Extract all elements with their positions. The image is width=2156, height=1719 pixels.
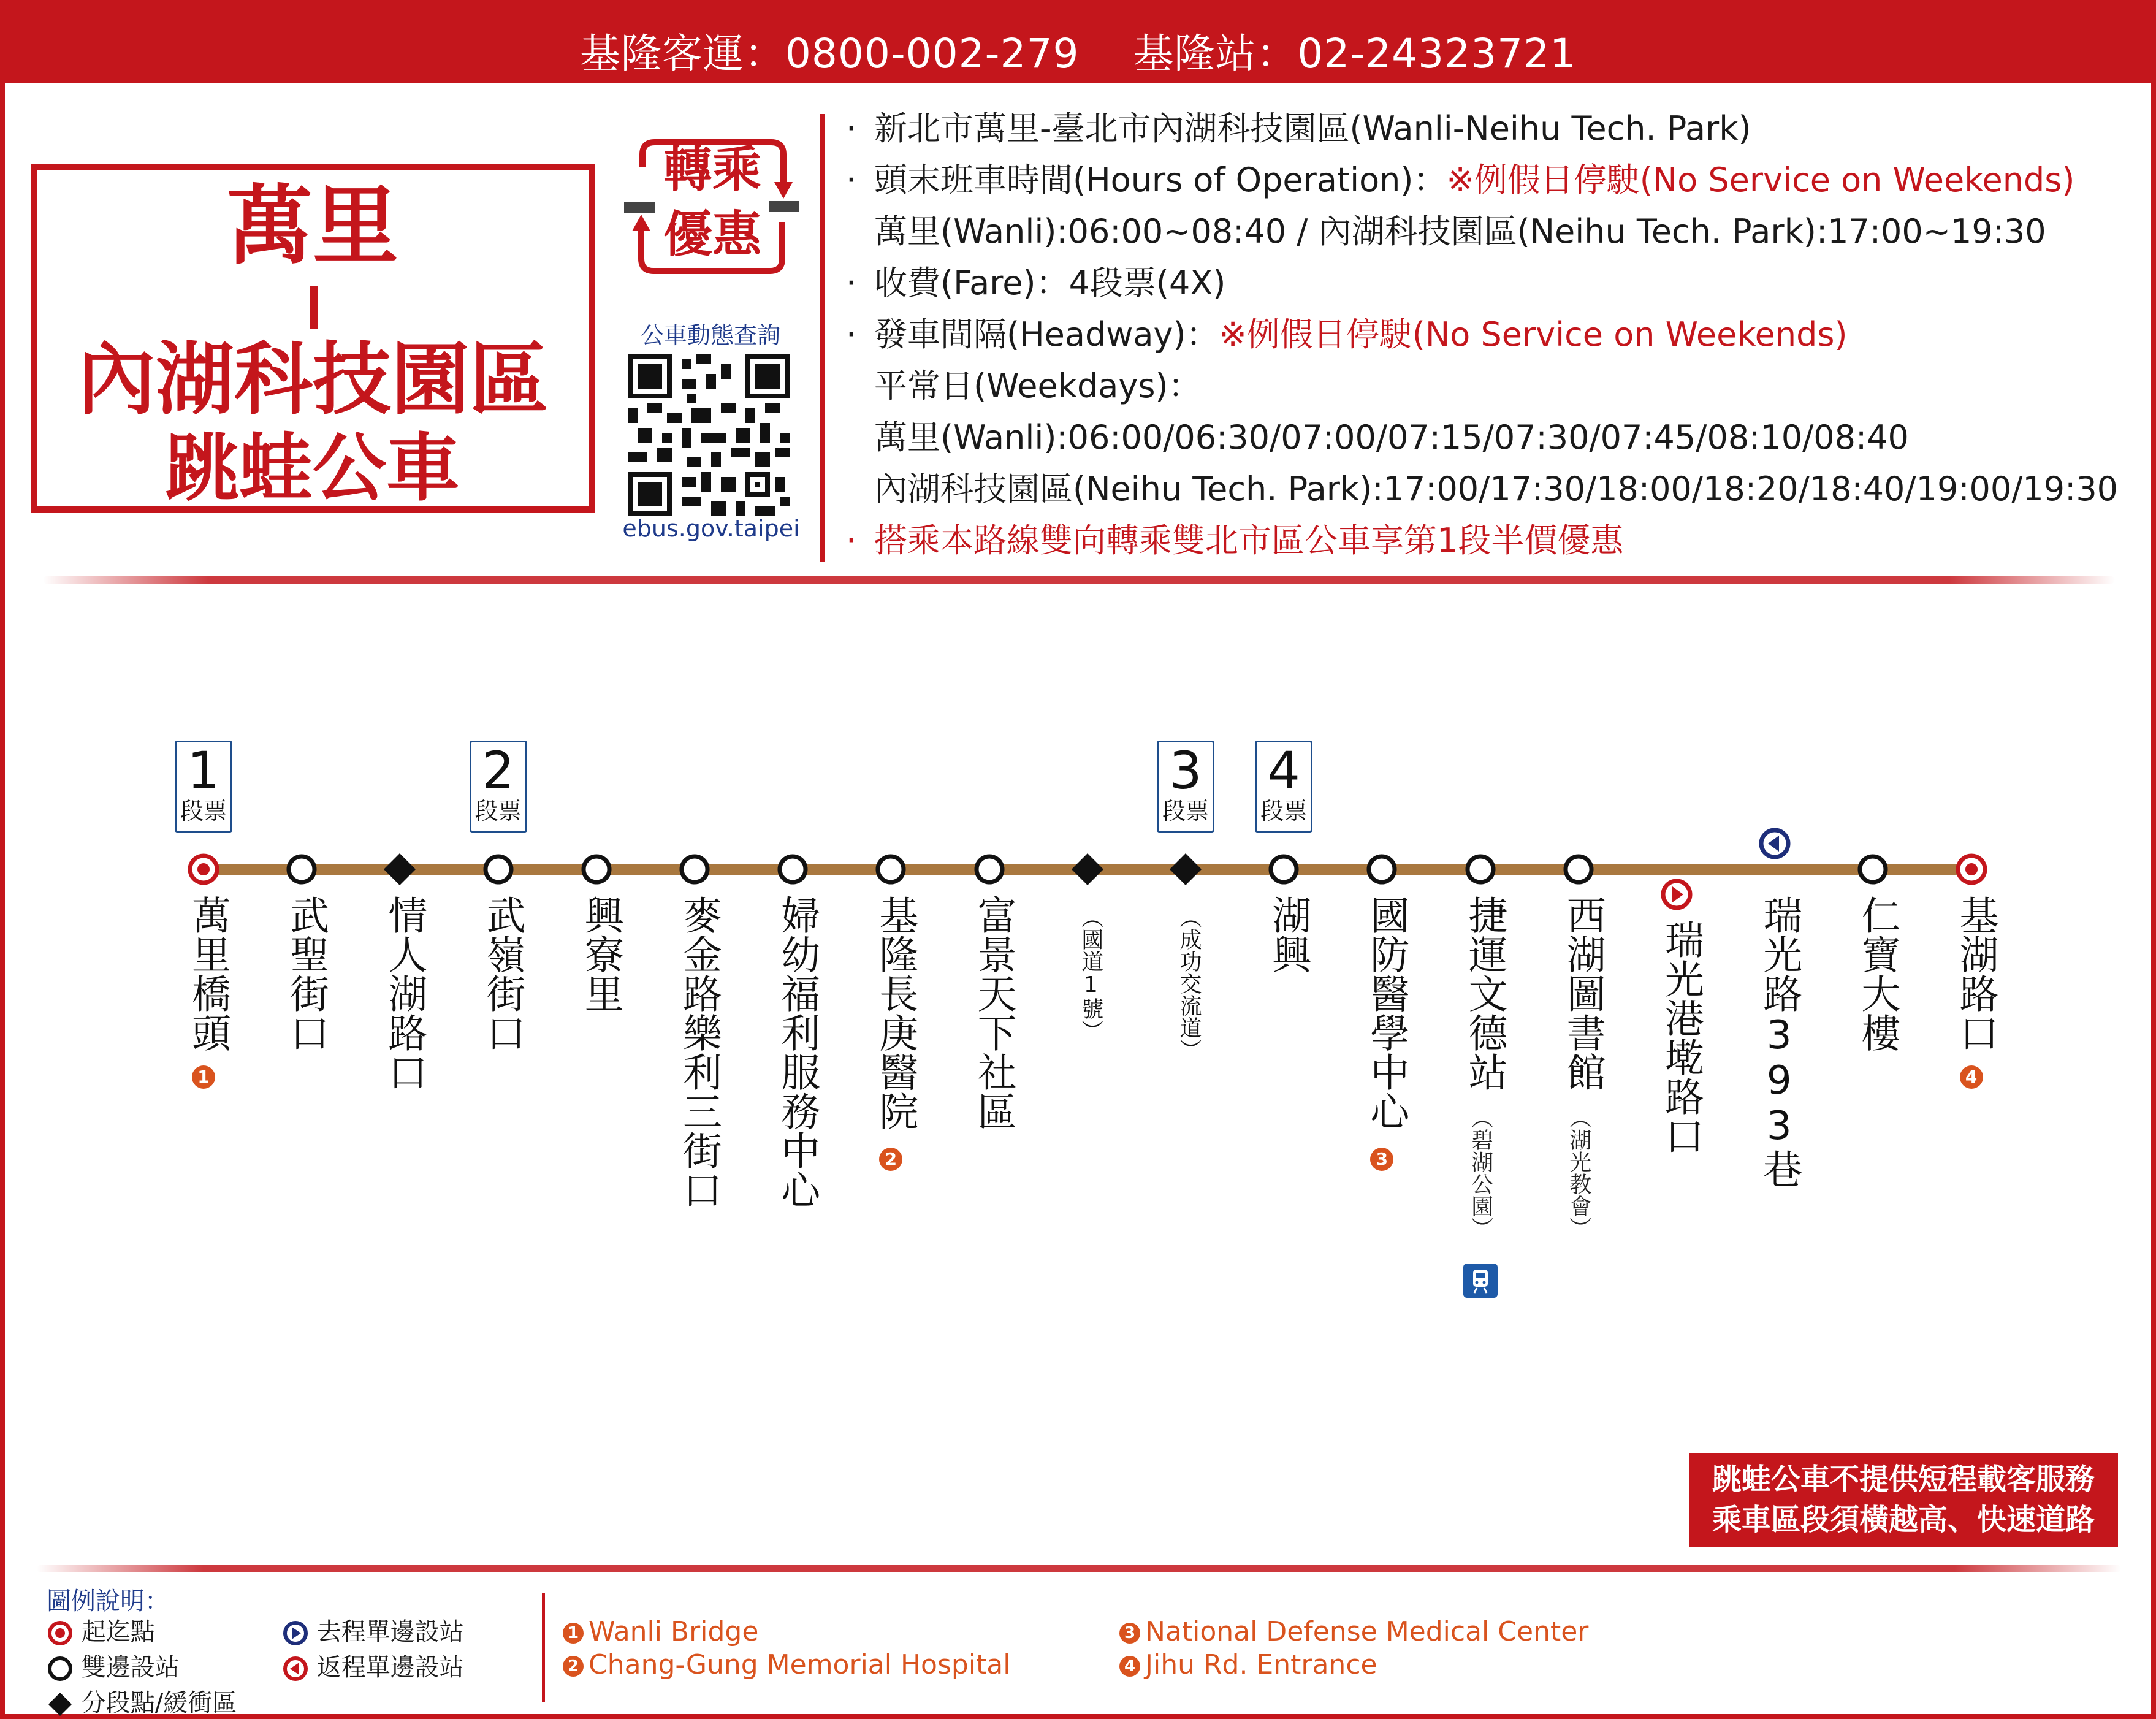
landmark-badge-3: 3 bbox=[1370, 1148, 1393, 1171]
title-connector bbox=[310, 286, 318, 329]
stop-marker-section-icon[interactable] bbox=[1167, 850, 1205, 888]
info-route-text: 新北市萬里-臺北市內湖科技園區(Wanli-Neihu Tech. Park) bbox=[874, 109, 1751, 148]
fare-stage-number: 3 bbox=[1169, 741, 1202, 801]
section-point-icon bbox=[47, 1691, 74, 1718]
info-hours-detail-text: 萬里(Wanli):06:00~08:40 / 內湖科技園區(Neihu Tech. Park):17:00~19:30 bbox=[874, 212, 2046, 251]
stop-marker-graphic bbox=[1854, 850, 1892, 888]
notice-line1: 跳蛙公車不提供短程載客服務 bbox=[1712, 1462, 2095, 1496]
landmark-name-2: Chang-Gung Memorial Hospital bbox=[589, 1649, 1011, 1680]
route-info bbox=[846, 103, 2133, 566]
terminal-stop-icon bbox=[47, 1620, 74, 1647]
stop-name[interactable]: 富景天下社區 bbox=[970, 895, 1016, 1130]
stop-subtitle: （湖光教會） bbox=[1566, 1107, 1591, 1239]
fare-stage-2 bbox=[470, 741, 527, 833]
info-wanli-times-text: 萬里(Wanli):06:00/06:30/07:00/07:15/07:30/07:45/08:10/08:40 bbox=[874, 418, 1909, 457]
fare-stage-1 bbox=[175, 741, 232, 833]
fare-stage-label: 段票 bbox=[1162, 798, 1209, 825]
fare-stage-number: 1 bbox=[187, 741, 220, 801]
stop-marker-both-icon[interactable] bbox=[479, 850, 517, 888]
notice-line2: 乘車區段須橫越高、快速道路 bbox=[1712, 1503, 2095, 1537]
legend-return bbox=[282, 1648, 464, 1683]
stop-marker-graphic bbox=[1265, 850, 1303, 888]
stop-marker-both-icon[interactable] bbox=[1560, 850, 1598, 888]
info-fare-text: 收費(Fare)：4段票(4X) bbox=[874, 264, 1226, 302]
info-weekdays bbox=[846, 360, 2133, 412]
legend-section-label: 分段點/緩衝區 bbox=[81, 1689, 237, 1717]
landmark-badge-4: 4 bbox=[1960, 1065, 1983, 1089]
qr-code-icon bbox=[628, 354, 790, 516]
stop-marker-graphic bbox=[1560, 850, 1598, 888]
info-hours: · 頭末班車時間(Hours of Operation)：※例假日停駛(No Service on Weekends) bbox=[846, 161, 2075, 199]
landmark-badge-1: 1 bbox=[192, 1065, 215, 1089]
stop-marker-both-icon[interactable] bbox=[1363, 850, 1401, 888]
landmark-note-1 bbox=[563, 1616, 758, 1647]
fare-stage-number: 2 bbox=[481, 741, 515, 801]
stop-marker-graphic bbox=[676, 850, 714, 888]
stop-marker-graphic bbox=[283, 850, 321, 888]
landmark-badge-3: 3 bbox=[1119, 1623, 1140, 1644]
legend-section bbox=[47, 1683, 237, 1718]
stop-marker-section-icon[interactable] bbox=[381, 850, 419, 888]
stop-subtitle: （碧湖公園） bbox=[1468, 1107, 1493, 1239]
info-neihu-times-text: 內湖科技園區(Neihu Tech. Park):17:00/17:30/18:00/18:20/18:40/19:00/19:30 bbox=[874, 470, 2119, 508]
stop-marker-both-icon[interactable] bbox=[1265, 850, 1303, 888]
stop-marker-graphic bbox=[1461, 850, 1499, 888]
landmark-badge-2: 2 bbox=[563, 1656, 584, 1677]
info-transfer-offer: · 搭乘本路線雙向轉乘雙北市區公車享第1段半價優惠 bbox=[846, 521, 1624, 560]
fare-stage-3 bbox=[1157, 741, 1214, 833]
landmark-note-3 bbox=[1119, 1616, 1588, 1647]
both-sides-stop-icon bbox=[47, 1655, 74, 1682]
info-neihu-times bbox=[846, 463, 2133, 515]
landmark-name-4: Jihu Rd. Entrance bbox=[1145, 1649, 1377, 1680]
transfer-badge-line2: 優惠 bbox=[663, 206, 761, 263]
legend-outbound bbox=[282, 1612, 464, 1647]
stop-name[interactable]: 情人湖路口 bbox=[381, 895, 427, 1091]
stop-marker-graphic bbox=[1167, 850, 1205, 888]
legend-outbound-label: 去程單邊設站 bbox=[316, 1618, 464, 1646]
qr-url[interactable]: ebus.gov.taipei bbox=[622, 515, 800, 542]
transfer-badge-line1: 轉乘 bbox=[663, 141, 761, 198]
metro-station-icon bbox=[1462, 1262, 1499, 1299]
route-type: 跳蛙公車 bbox=[166, 426, 460, 511]
stop-name[interactable]: 基湖路口 bbox=[1952, 895, 1998, 1052]
section-separator-bottom bbox=[37, 1565, 2121, 1572]
fare-stage-label: 段票 bbox=[474, 798, 522, 825]
info-headway: · 發車間隔(Headway)：※例假日停駛(No Service on Weekends) bbox=[846, 315, 1848, 354]
legend-title: 圖例說明： bbox=[47, 1587, 169, 1615]
notice-box bbox=[1689, 1453, 2118, 1547]
stop-name[interactable]: 國防醫學中心 bbox=[1363, 895, 1409, 1130]
stop-marker-both-icon[interactable] bbox=[872, 850, 910, 888]
stop-marker-graphic bbox=[1068, 850, 1107, 888]
landmark-note-4 bbox=[1119, 1649, 1377, 1680]
route-origin: 萬里 bbox=[226, 177, 398, 276]
legend-terminal bbox=[47, 1612, 155, 1647]
stop-marker-both-icon[interactable] bbox=[577, 850, 615, 888]
landmark-badge-2: 2 bbox=[879, 1148, 902, 1171]
landmark-badge-1: 1 bbox=[563, 1623, 584, 1644]
info-headway-note: ※例假日停駛(No Service on Weekends) bbox=[1219, 315, 1848, 354]
stop-name[interactable]: 基隆長庚醫院 bbox=[872, 895, 918, 1130]
stop-marker-graphic bbox=[479, 850, 517, 888]
contact-text: 基隆客運：0800-002-279 基隆站：02-24323721 bbox=[579, 30, 1577, 77]
fare-stage-label: 段票 bbox=[1260, 798, 1308, 825]
outbound-stop-icon bbox=[282, 1620, 309, 1647]
stop-marker-outbound-icon[interactable] bbox=[1658, 875, 1696, 913]
fare-stage-4 bbox=[1255, 741, 1312, 833]
stop-name[interactable]: 捷運文德站 bbox=[1461, 895, 1507, 1091]
stop-marker-graphic bbox=[577, 850, 615, 888]
transfer-discount-badge bbox=[624, 130, 801, 283]
stop-name[interactable]: 瑞光路393巷 bbox=[1756, 895, 1802, 1188]
stop-marker-terminal-icon[interactable] bbox=[1952, 850, 1990, 888]
stop-name[interactable]: 湖興 bbox=[1265, 895, 1311, 974]
stop-marker-both-icon[interactable] bbox=[283, 850, 321, 888]
info-hours-note: ※例假日停駛(No Service on Weekends) bbox=[1446, 161, 2075, 199]
info-transfer-offer-text: 搭乘本路線雙向轉乘雙北市區公車享第1段半價優惠 bbox=[874, 521, 1624, 560]
stop-marker-graphic bbox=[1952, 850, 1990, 888]
stop-name[interactable]: 武聖街口 bbox=[283, 895, 329, 1052]
stop-marker-return-icon[interactable] bbox=[1756, 825, 1794, 863]
landmark-name-1: Wanli Bridge bbox=[589, 1616, 759, 1647]
stop-marker-both-icon[interactable] bbox=[1461, 850, 1499, 888]
landmark-badge-4: 4 bbox=[1119, 1656, 1140, 1677]
qr-code[interactable] bbox=[628, 354, 790, 516]
info-headway-label: 發車間隔(Headway)： bbox=[874, 315, 1219, 354]
info-fare: · 收費(Fare)：4段票(4X) bbox=[846, 264, 1226, 302]
stop-name[interactable]: 萬里橋頭 bbox=[185, 895, 230, 1052]
legend-divider bbox=[542, 1593, 545, 1702]
stop-marker-terminal-icon[interactable] bbox=[185, 850, 223, 888]
stop-marker-both-icon[interactable] bbox=[1854, 850, 1892, 888]
stop-marker-both-icon[interactable] bbox=[774, 850, 812, 888]
stop-marker-graphic bbox=[1658, 875, 1696, 913]
fare-stage-label: 段票 bbox=[180, 798, 227, 825]
stop-name[interactable]: 麥金路樂利三街口 bbox=[676, 895, 722, 1209]
stop-marker-graphic bbox=[381, 850, 419, 888]
landmark-note-2 bbox=[563, 1649, 1011, 1680]
fare-stage-number: 4 bbox=[1267, 741, 1300, 801]
stop-name[interactable]: （成功交流道） bbox=[1176, 906, 1202, 1061]
stop-name[interactable]: （國道1號） bbox=[1078, 906, 1103, 1042]
stop-name[interactable]: 仁寶大樓 bbox=[1854, 895, 1900, 1052]
section-separator-top bbox=[43, 576, 2115, 584]
info-hours-detail bbox=[846, 206, 2133, 257]
stop-marker-graphic bbox=[872, 850, 910, 888]
stop-marker-graphic bbox=[774, 850, 812, 888]
route-destination: 內湖科技園區 bbox=[77, 334, 548, 425]
return-stop-icon bbox=[282, 1655, 309, 1682]
info-weekdays-text: 平常日(Weekdays)： bbox=[874, 367, 1202, 405]
stop-name[interactable]: 武嶺街口 bbox=[479, 895, 525, 1052]
stop-marker-graphic bbox=[1363, 850, 1401, 888]
stop-marker-graphic bbox=[185, 850, 223, 888]
legend-both bbox=[47, 1648, 180, 1683]
legend-return-label: 返程單邊設站 bbox=[316, 1653, 464, 1682]
transfer-badge-icon bbox=[624, 130, 801, 283]
info-route: · 新北市萬里-臺北市內湖科技園區(Wanli-Neihu Tech. Park) bbox=[846, 109, 1751, 148]
stop-marker-graphic bbox=[1756, 825, 1794, 863]
stop-name[interactable]: 西湖圖書館 bbox=[1560, 895, 1606, 1091]
info-divider bbox=[820, 114, 825, 562]
stop-marker-section-icon[interactable] bbox=[1068, 850, 1107, 888]
stop-name[interactable]: 婦幼福利服務中心 bbox=[774, 895, 820, 1209]
stop-marker-both-icon[interactable] bbox=[970, 850, 1008, 888]
landmark-name-3: National Defense Medical Center bbox=[1145, 1616, 1589, 1647]
legend-terminal-label: 起迄點 bbox=[81, 1618, 155, 1646]
stop-marker-graphic bbox=[970, 850, 1008, 888]
info-hours-label: 頭末班車時間(Hours of Operation)： bbox=[874, 161, 1447, 199]
stop-name[interactable]: 瑞光港墘路口 bbox=[1658, 920, 1704, 1155]
legend-both-label: 雙邊設站 bbox=[81, 1653, 180, 1682]
stop-marker-both-icon[interactable] bbox=[676, 850, 714, 888]
stop-name[interactable]: 興寮里 bbox=[577, 895, 623, 1013]
qr-label: 公車動態查詢 bbox=[640, 322, 780, 349]
info-wanli-times bbox=[846, 412, 2133, 463]
